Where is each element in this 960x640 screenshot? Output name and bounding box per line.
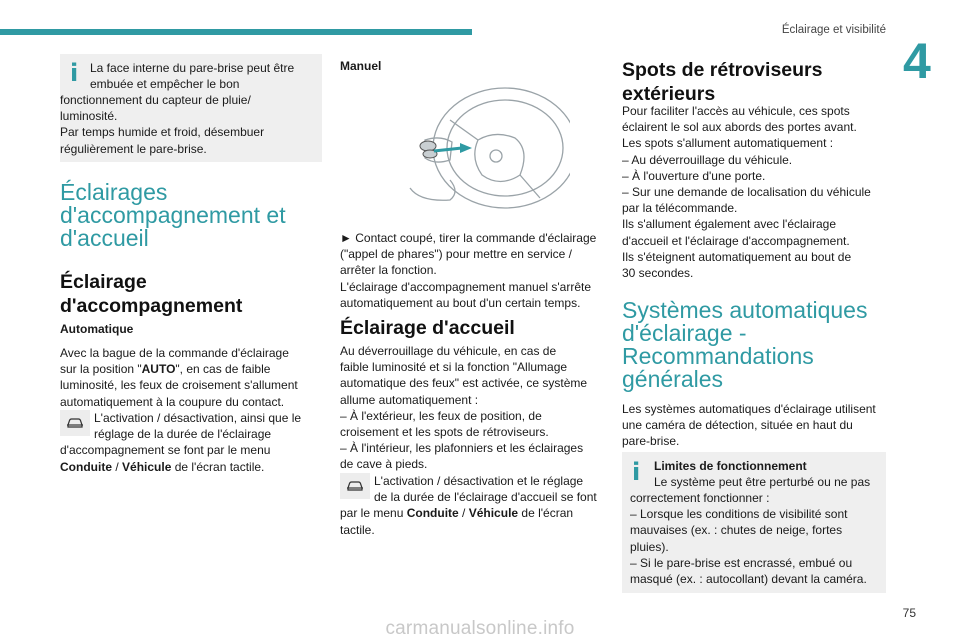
info-note-box: [60, 54, 322, 162]
subsection-title-accompagnement: Éclairage d'accompagnement: [60, 271, 243, 317]
note-line: embuée et empêcher le bon: [90, 77, 240, 92]
manual-label: Manuel: [340, 59, 382, 73]
car-settings-icon: [60, 410, 90, 436]
car-settings-icon: [340, 473, 370, 499]
welcome-lighting-title: Éclairage d'accueil: [340, 317, 515, 339]
note-line: La face interne du pare-brise peut être: [90, 61, 295, 75]
automatic-systems-title: Systèmes automatiques d'éclairage - Recommandations générales: [622, 297, 868, 392]
welcome-paragraph: Au déverrouillage du véhicule, en cas de faible luminosité et si la fonction "Allumage automatique des feux" est activée, ce système allume automatiquement : – À l'extérieur, les feux de position, de croisement et les spots de rétroviseurs. – À l'intérieur, les plafonniers et les éclairages de cave à pieds.: [340, 344, 588, 472]
note-line: régulièrement le pare-brise.: [60, 141, 207, 156]
section-header-title: Éclairage et visibilité: [781, 24, 886, 36]
bullet-arrow-icon: ►: [340, 231, 352, 245]
watermark-text: carmanualsonline.info: [385, 618, 575, 639]
automatic-label: Automatique: [60, 322, 134, 336]
header-accent-bar: [0, 29, 472, 35]
chapter-number: 4: [903, 33, 931, 89]
limits-title: Limites de fonctionnement: [654, 459, 807, 473]
steering-wheel-illustration: [390, 80, 570, 215]
info-icon: i: [70, 59, 79, 87]
note-line: luminosité.: [60, 109, 118, 124]
section-title-accompagnement-accueil: Éclairages d'accompagnement et d'accueil: [60, 179, 286, 251]
mirror-spots-paragraph: Pour faciliter l'accès au véhicule, ces spots éclairent le sol aux abords des portes avant. Les spots s'allument automatiquement : – Au déverrouillage du véhicule. – À l'ouverture d'une porte. – Sur une demande de localisation du véhicule par la télécommande. Ils s'allument également avec l'éclairage d'accueil et l'éclairage d'accompagnement. Ils s'éteignent automatiquement au bout de 30 secondes.: [622, 104, 871, 281]
automatic-paragraph: Avec la bague de la commande d'éclairage sur la position "AUTO", en cas de faible luminosité, les feux de croisement s'allument automatiquement à la coupure du contact.: [60, 346, 298, 409]
mirror-spots-title: Spots de rétroviseurs extérieurs: [622, 59, 823, 105]
manual-paragraph: ► Contact coupé, tirer la commande d'éclairage ("appel de phares") pour mettre en service / arrêter la fonction. L'éclairage d'accompagnement manuel s'arrête automatiquement au bout d'un certain temps.: [340, 231, 597, 310]
info-icon: i: [632, 458, 641, 486]
automatic-systems-paragraph: Les systèmes automatiques d'éclairage utilisent une caméra de détection, située en haut du pare-brise.: [622, 402, 876, 449]
icon-paragraph: L'activation / désactivation et le réglage de la durée de l'éclairage d'accueil se font par le menu Conduite / Véhicule de l'écran tactile.: [340, 474, 597, 537]
icon-paragraph: L'activation / désactivation, ainsi que le réglage de la durée de l'éclairage d'accompagnement se font par le menu Conduite / Véhicule de l'écran tactile.: [60, 411, 302, 474]
limits-info-box: i Limites de fonctionnement Le système peut être perturbé ou ne pas correctement fonctionner : – Lorsque les conditions de visibilité sont mauvaises (ex. : chutes de neige, fortes pluies). – Si le pare-brise est encrassé, embué ou masqué (ex. : autocollant) devant la caméra.: [622, 452, 886, 593]
page-number: 75: [902, 606, 916, 620]
note-line: fonctionnement du capteur de pluie/: [60, 93, 251, 107]
note-line: Par temps humide et froid, désembuer: [60, 125, 265, 140]
